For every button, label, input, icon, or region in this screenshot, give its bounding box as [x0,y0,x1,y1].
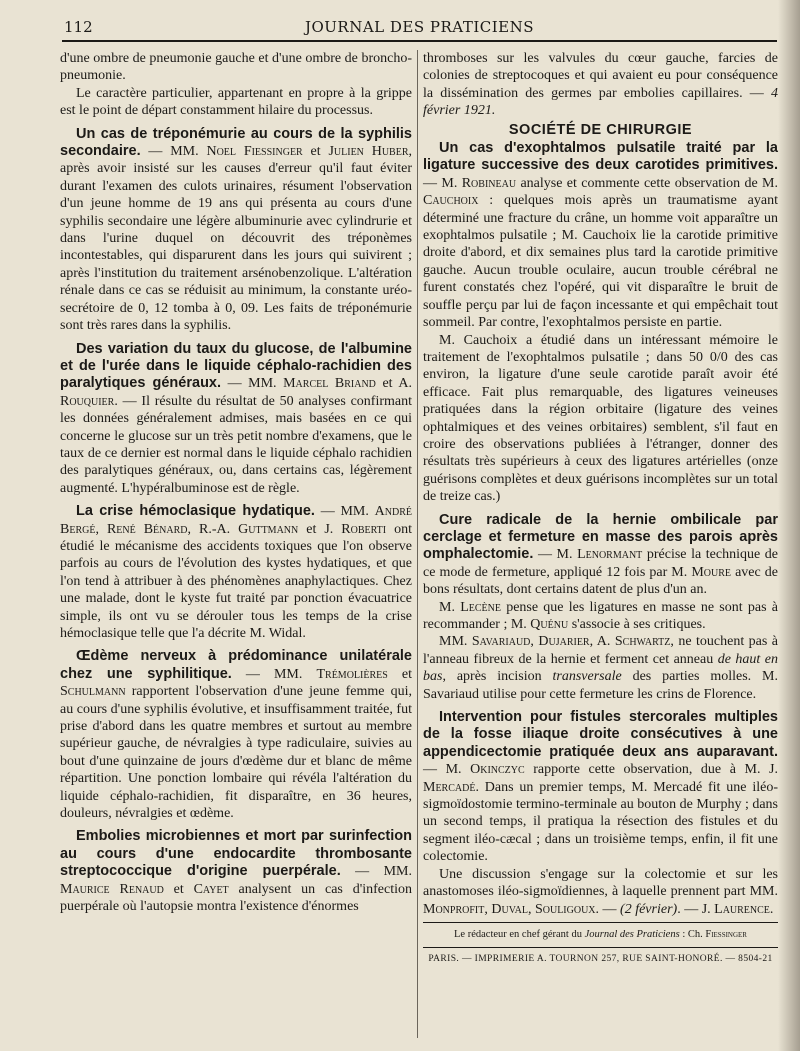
article-title: Embolies microbiennes et mort par surinfection au cours d'une endocardite thrombosante streptococcique d'origine puerpérale. [60,828,412,880]
author: Dujarier [538,634,590,650]
paragraph: M. Cauchoix a étudié dans un intéressant mémoire le traitement de l'exophtalmos pulsatile ; dans 50 0/0 des cas environ, la ligature d'une seule carotide paraît avoir été efficace. Fait plus remarquable, des ligatures veineuses pratiquées dans la région orbitaire (ligature des veines ophtalmiques et des veines orbitaires) semblent, s'il faut en croire des observations publiées à l'étranger, donner des résultats très supérieurs à ceux des ligatures artérielles (onze guérisons complètes et deux guérisons incomplètes sur un total de treize cas.) [423,332,778,505]
article-title: Cure radicale de la hernie ombilicale par cerclage et fermeture en masse des parois après omphalectomie. [423,511,778,563]
author: Marcel Briand [283,376,376,392]
author: Lenormant [577,547,643,563]
article-exophtalmos: Un cas d'exophtalmos pulsatile traité par la ligature successive des deux carotides primitives. — M. Robineau analyse et commente cette observation de M. Cauchoix : quelques mois après un traumatisme ayant déterminé une fracture du crâne, un homme voit apparaître un exophtalmos pulsatile ; M. Cauchoix lie la carotide primitive droite d'abord, et dix semaines plus tard la carotide primitive gauche. Aucun trouble oculaire, aucun trouble cérébral ne furent constatés chez l'opéré, qui vit disparaître le bruit de souffle perçu par lui de façon incessante et qui empêchait tout sommeil. Par contre, l'exophtalmos persiste en partie. [423,140,779,331]
article-glucose: Des variation du taux du glucose, de l'albumine et de l'urée dans le liquide céphalo-rachidien des paralytiques généraux. — MM. Marcel Briand et A. Rouquier. — Il résulte du résultat de 50 analyses confirmant les données généralement admises, mais basées en ce qui concerne le glucose sur un très petit nombre d'examens, que le taux de ce dernier est normal dans le liquide céphalo rachidien des paralytiques généraux, ou, dans certains cas, légèrement augmenté. L'hypéralbuminose est de règle. [60,340,412,496]
author: Duval [491,901,528,917]
page-header [62,16,777,42]
left-column [60,50,412,916]
article-title: Œdème nerveux à prédominance unilatérale chez une syphilitique. [60,648,412,682]
editor-credit: Le rédacteur en chef gérant du Journal des Praticiens : Ch. Fiessinger [454,928,747,940]
author: Maurice Renaud [60,881,164,897]
printer-line: PARIS. — IMPRIMERIE A. TOURNON 257, RUE SAINT-HONORÉ. — 8504-21 [428,954,773,965]
date: (2 février) [620,901,678,917]
paragraph: MM. Savariaud, Dujarier, A. Schwartz, ne touchent pas à l'anneau fibreux de la hernie et ferment cet anneau de haut en bas, après incision transversale des parties molles. M. Savariaud utilise pour cette fermeture les crins de Florence. [423,634,779,702]
column-divider [417,50,418,1038]
paragraph: d'une ombre de pneumonie gauche et d'une ombre de broncho-pneumonie. [60,51,412,84]
author: Monprofit [423,901,485,917]
author: Souligoux [534,901,596,917]
author: Noel Fiessinger [206,144,303,160]
section-heading: SOCIÉTÉ DE CHIRURGIE [508,121,693,138]
author: Trémolières [316,666,388,682]
author: Robineau [461,175,517,191]
author: André Bergé [60,504,412,537]
author: Okinczyc [470,762,525,778]
date: 4 février 1921. [423,85,778,119]
page-edge-shadow [778,0,800,1051]
running-title: JOURNAL DES PRATICIENS [304,18,535,36]
author: Savariaud [471,634,531,650]
article-title: Intervention pour fistules stercorales multiples de la fosse iliaque droite consécutives à une appendicectomie pratiquée deux ans auparavant. [423,709,778,760]
author: Schwartz [614,634,671,650]
footer-rule [423,922,778,923]
footer-rule [423,947,778,948]
author-signature: Laurence [714,901,770,917]
page-number: 112 [64,18,93,36]
article-title: Un cas d'exophtalmos pulsatile traité par la ligature successive des deux carotides primitives. [423,140,778,174]
article-trep: Un cas de tréponémurie au cours de la syphilis secondaire. — MM. Noel Fiessinger et Julien Huber, après avoir insisté sur les causes d'erreur qu'il faut éviter durant l'examen des culots urinaires, résument l'observation d'un jeune homme de 19 ans qui présenta au cours d'une syphilis secondaire une légère albuminurie avec cylindrurie et dans l'urine duquel on découvrit des tréponèmes incontestables, qui disparurent dans les jours qui suivirent ; après l'institution du traitement arsénobenzolique. L'altération rénale dans ce cas se réduisit au minimum, la constante uréo-secrétoire de 0, 12 tomba à 0, 09. Les faits de tréponémurie sont très rares dans la syphilis. [60,125,413,334]
author: Schulmann [60,684,126,700]
article-title: Un cas de tréponémurie au cours de la syphilis secondaire. [60,125,412,160]
article-title: La crise hémoclasique hydatique. [76,503,315,520]
author: René Bénard [106,521,188,537]
author: Guttmann [238,521,299,537]
paragraph: M. Lecène pense que les ligatures en masse ne sont pas à recommander ; M. Quénu s'associe à ses critiques. [423,599,778,632]
author: Julien Huber [328,144,409,160]
author: Roberti [341,521,387,537]
article-fistules: Intervention pour fistules stercorales multiples de la fosse iliaque droite consécutives à une appendicectomie pratiquée deux ans auparavant. — M. Okinczyc rapporte cette observation, due à M. J. Mercadé. Dans un premier temps, M. Mercadé fit une iléo-sigmoïdostomie termino-terminale au bouton de Murphy ; dans un second temps, il pratiqua la résection des fistules et du segment iléo-cæcal ; dans un troisième temps, enfin, il fit une colectomie. [423,709,778,865]
article-title: Des variation du taux du glucose, de l'albumine et de l'urée dans le liquide céphalo-rachidien des paralytiques généraux. [60,340,412,392]
author: Cayet [193,881,229,897]
author: Rouquier [60,393,115,409]
article-crise: La crise hémoclasique hydatique. — MM. André Bergé, René Bénard, R.-A. Guttmann et J. Roberti ont étudié le mécanisme des accidents toxiques que l'on observe parfois au cours de l'évolution des kystes hydatiques, et que l'on tend à attribuer à des phénomènes anaphylactiques. Chez une malade, dont le kyste fut traité par ponction évacuatrice simple, ils ont vu se dérouler tous les temps de la crise hémoclasique telle que l'a décrite M. Widal. [60,503,413,641]
author: Moure [691,564,731,580]
article-hernie: Cure radicale de la hernie ombilicale par cerclage et fermeture en masse des parois après omphalectomie. — M. Lenormant précise la technique de ce mode de fermeture, appliqué 12 fois par M. Moure avec de bons résultats, dont certains datent de plus d'un an. [423,511,778,598]
article-embolies: Embolies microbiennes et mort par surinfection au cours d'une endocardite thrombosante streptococcique d'origine puerpérale. — MM. Maurice Renaud et Cayet analysent un cas d'infection puerpérale où l'autopsie montra l'existence d'énormes [60,828,412,915]
author: Mercadé [423,779,476,795]
author: Lecène [460,599,501,615]
paragraph: Une discussion s'engage sur la colectomie et sur les anastomoses iléo-sigmoïdiennes, à laquelle prennent part MM. Monprofit, Duval, Souligoux. — (2 février). — J. Laurence. [423,866,778,917]
author: Cauchoix [423,193,479,209]
right-column [423,50,778,969]
author: Quénu [530,617,569,632]
paragraph: thromboses sur les valvules du cœur gauche, farcies de colonies de streptocoques et qui avaient eu pour conséquence la dissémination des germes par embolies capillaires. — 4 février 1921. [423,51,778,119]
article-oedeme: Œdème nerveux à prédominance unilatérale chez une syphilitique. — MM. Trémolières et Schulmann rapportent l'observation d'une jeune femme qui, au cours d'une syphilis évolutive, et insuffisamment traitée, fut prise d'abord dans les quatre membres et surtout au membre supérieur gauche, de névralgies à type radiculaire, suivies au bout d'une quinzaine de jours d'œdème dur et blanc de même répartition. Une ponction lombaire qui révéla l'altération du liquide céphalo-rachidien, fit disparaître, en 36 heures, douleurs, névralgies et œdème. [60,648,412,822]
paragraph: Le caractère particulier, appartenant en propre à la grippe est le point de départ constamment hilaire du processus. [60,85,412,119]
